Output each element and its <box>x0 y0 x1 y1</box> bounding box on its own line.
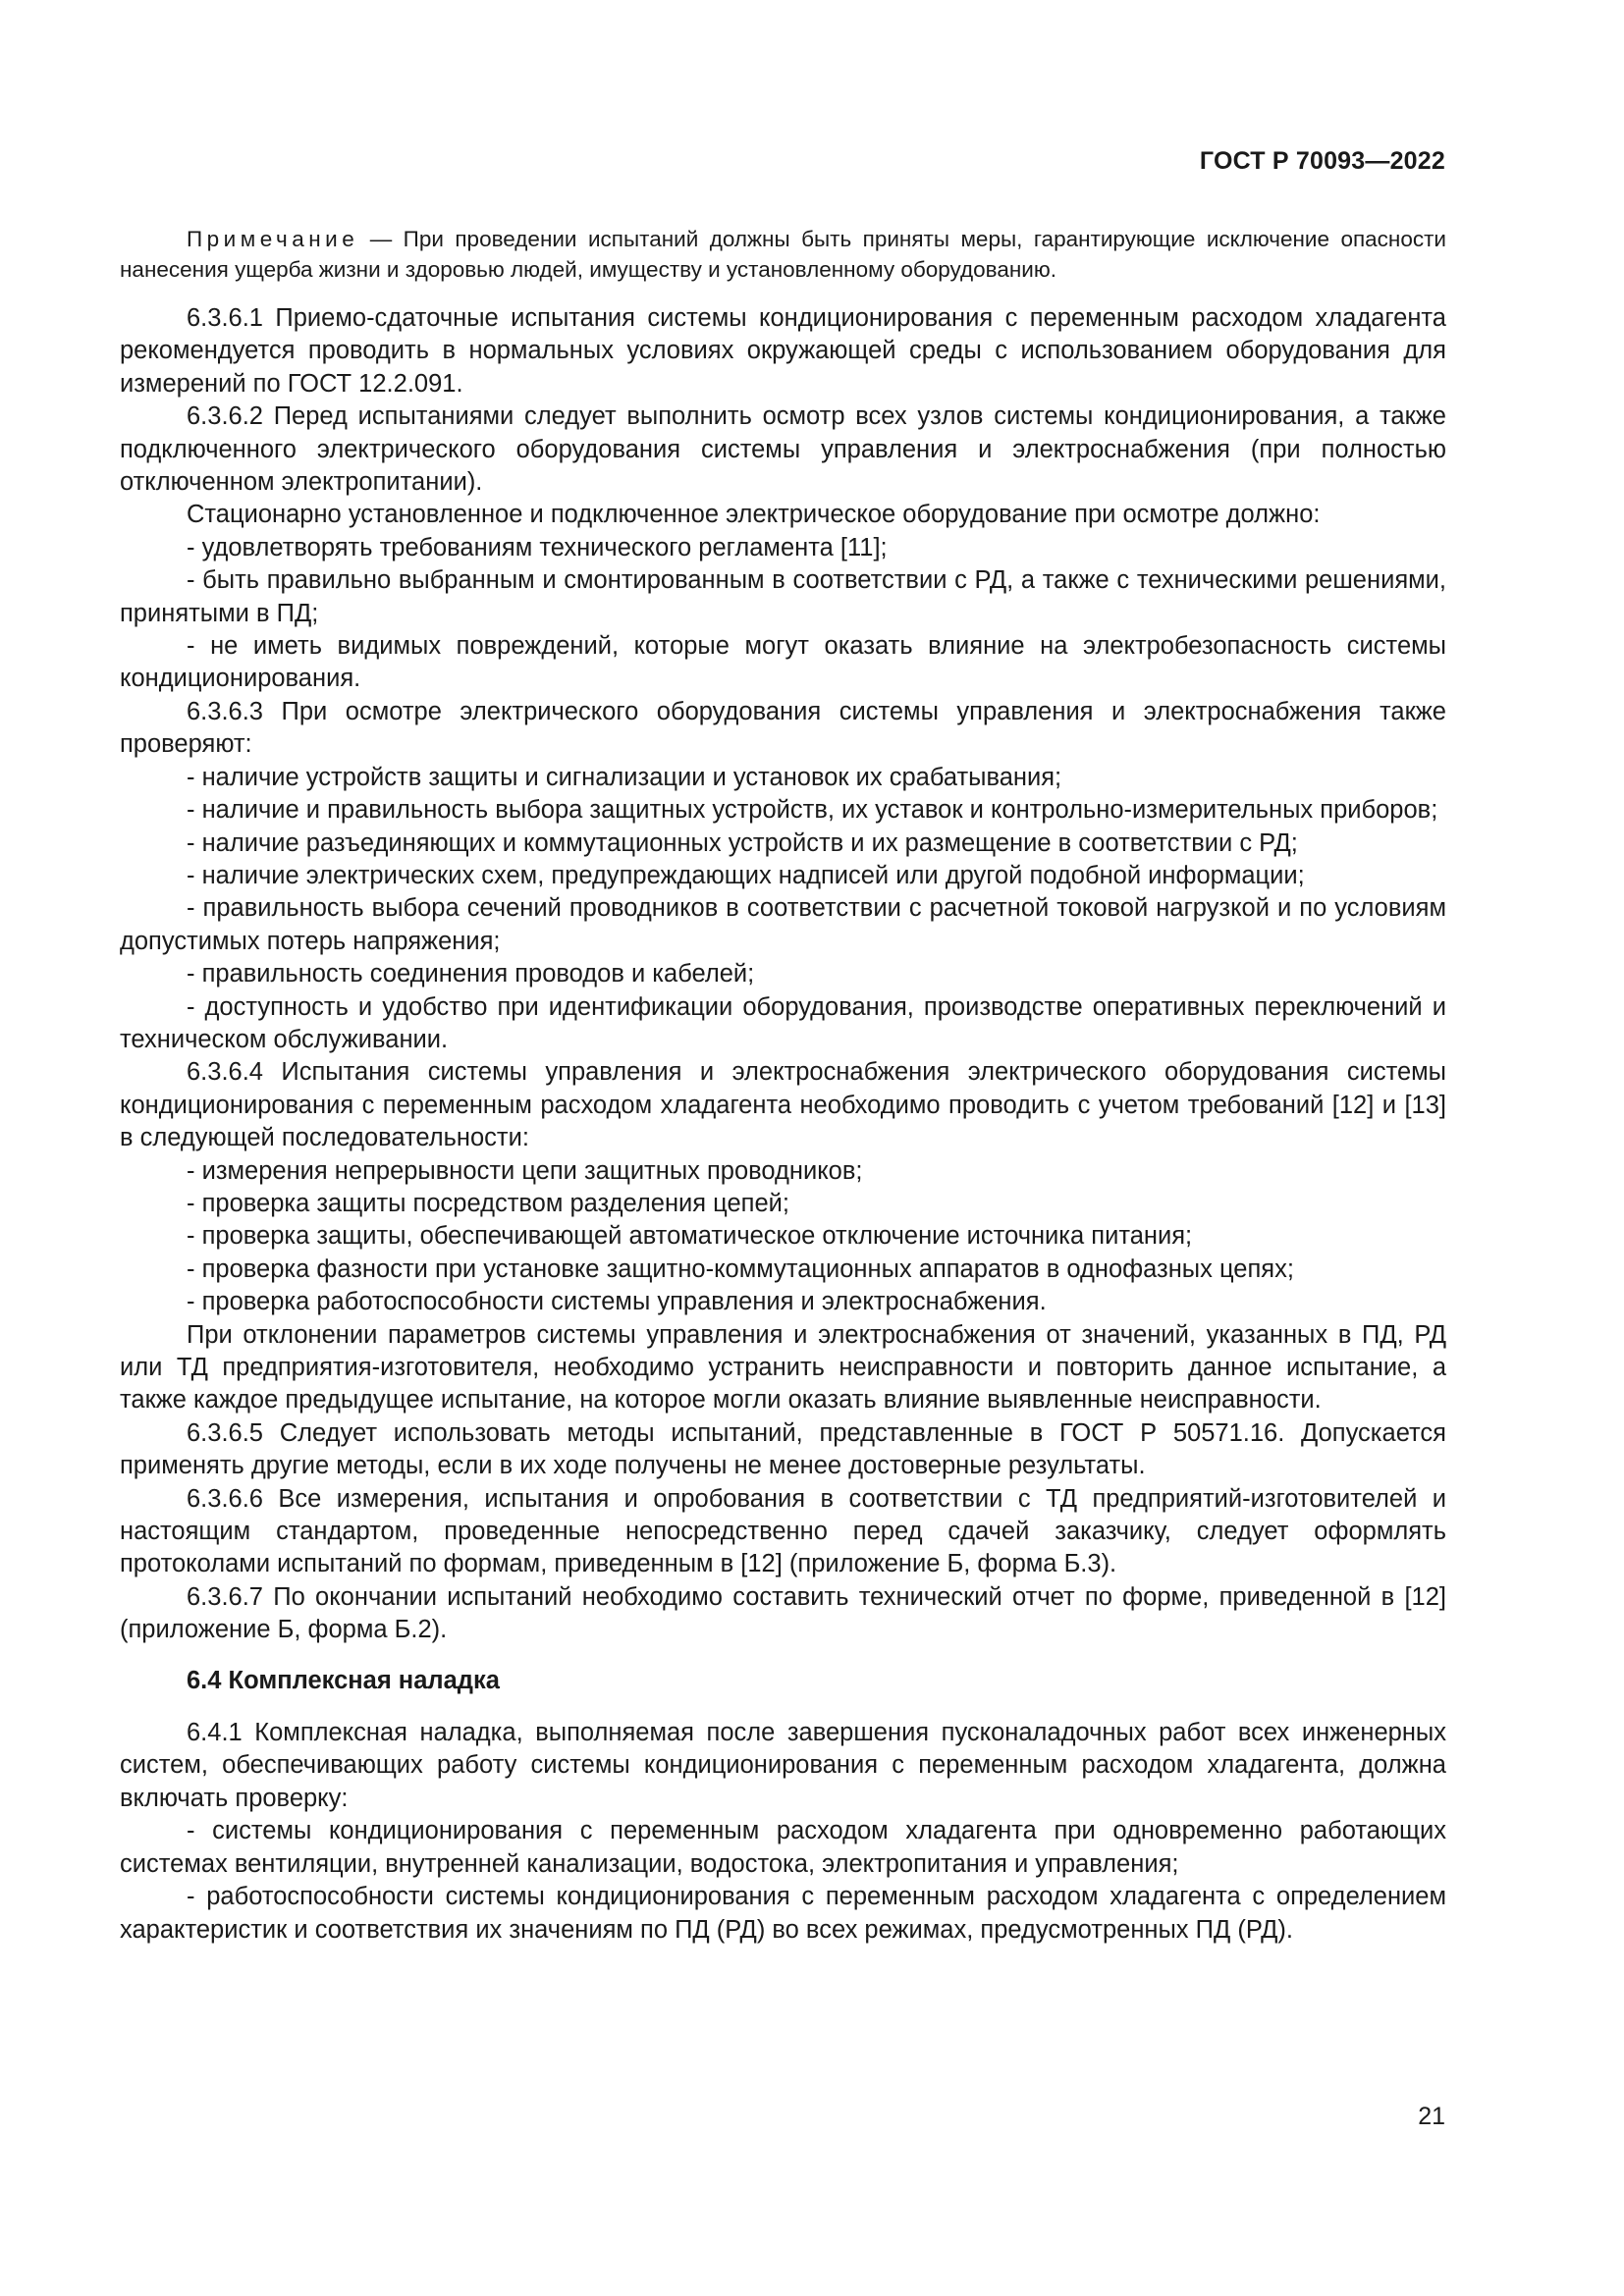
list-item: - быть правильно выбранным и смонтированным в соответствии с РД, а также с техническими решениями, принятыми в ПД; <box>120 566 1446 627</box>
list-item: - работоспособности системы кондиционирования с переменным расходом хладагента с определением характеристик и соответствия их значениям по ПД (РД) во всех режимах, предусмотренных ПД (РД). <box>120 1883 1446 1944</box>
paragraph-deviation: При отклонении параметров системы управления и электроснабжения от значений, указанных в ПД, РД или ТД предприятия-изготовителя, необходимо устранить неисправности и повторить данное испытание, а также каждое предыдущее испытание, на которое могли оказать влияние выявленные неисправности. <box>120 1320 1446 1415</box>
list-item: - доступность и удобство при идентификации оборудования, производстве оперативных переключений и техническом обслуживании. <box>120 992 1446 1053</box>
list-item: - удовлетворять требованиям технического регламента [11]; <box>187 533 888 561</box>
note-paragraph <box>120 225 1446 285</box>
document-body <box>120 225 1446 1947</box>
note-label: Примечание <box>187 227 359 251</box>
paragraph-6-3-6-5: 6.3.6.5 Следует использовать методы испытаний, представленные в ГОСТ Р 50571.16. Допускается применять другие методы, если в их ходе получены не менее достоверные результаты. <box>120 1418 1446 1480</box>
paragraph-6-3-6-4: 6.3.6.4 Испытания системы управления и электроснабжения электрического оборудования системы кондиционирования с переменным расходом хладагента необходимо проводить с учетом требований [12] и [13] в следующей последовательности: <box>120 1058 1446 1152</box>
paragraph-6-4-1: 6.4.1 Комплексная наладка, выполняемая после завершения пусконаладочных работ всех инженерных систем, обеспечивающих работу системы кондиционирования с переменным расходом хладагента, должна включать проверку: <box>120 1719 1446 1812</box>
paragraph-6-3-6-7: 6.3.6.7 По окончании испытаний необходимо составить технический отчет по форме, приведенной в [12] (приложение Б, форма Б.2). <box>120 1582 1446 1644</box>
list-item: - наличие устройств защиты и сигнализации и установок их срабатывания; <box>187 763 1062 791</box>
document-code-header: ГОСТ Р 70093—2022 <box>1199 147 1445 175</box>
list-item: - наличие электрических схем, предупреждающих надписей или другой подобной информации; <box>187 861 1305 889</box>
list-item: - проверка работоспособности системы управления и электроснабжения. <box>187 1288 1047 1316</box>
list-item: - правильность выбора сечений проводников в соответствии с расчетной токовой нагрузкой и по условиям допустимых потерь напряжения; <box>120 894 1446 955</box>
list-item: - измерения непрерывности цепи защитных проводников; <box>187 1156 863 1185</box>
note-text: — При проведении испытаний должны быть приняты меры, гарантирующие исключение опасности нанесения ущерба жизни и здоровью людей, имуществу и установленному оборудованию. <box>120 227 1446 282</box>
list-item: - не иметь видимых повреждений, которые могут оказать влияние на электробезопасность системы кондиционирования. <box>120 632 1446 693</box>
list-item: - правильность соединения проводов и кабелей; <box>187 960 755 988</box>
list-item: - проверка фазности при установке защитно-коммутационных аппаратов в однофазных цепях; <box>187 1255 1294 1283</box>
list-item: - проверка защиты, обеспечивающей автоматическое отключение источника питания; <box>187 1222 1193 1251</box>
paragraph-6-3-6-1: 6.3.6.1 Приемо-сдаточные испытания системы кондиционирования с переменным расходом хладагента рекомендуется проводить в нормальных условиях окружающей среды с использованием оборудования для измерений по ГОСТ 12.2.091. <box>120 304 1446 398</box>
list-item: - наличие и правильность выбора защитных устройств, их уставок и контрольно-измерительных приборов; <box>187 796 1438 825</box>
list-item: - проверка защиты посредством разделения цепей; <box>187 1189 789 1217</box>
page-number: 21 <box>1418 2103 1445 2130</box>
list-item: - системы кондиционирования с переменным расходом хладагента при одновременно работающих системах вентиляции, внутренней канализации, водостока, электропитания и управления; <box>120 1817 1446 1878</box>
section-title-6-4: 6.4 Комплексная наладка <box>187 1666 500 1694</box>
list-item: - наличие разъединяющих и коммутационных устройств и их размещение в соответствии с РД; <box>187 828 1298 857</box>
paragraph-6-3-6-2: 6.3.6.2 Перед испытаниями следует выполнить осмотр всех узлов системы кондиционирования, а также подключенного электрического оборудования системы управления и электроснабжения (при полностью отключенном электропитании). <box>120 402 1446 497</box>
paragraph-6-3-6-6: 6.3.6.6 Все измерения, испытания и опробования в соответствии с ТД предприятий-изготовителей и настоящим стандартом, проведенные непосредственно перед сдачей заказчику, следует оформлять протоколами испытаний по формам, приведенным в [12] (приложение Б, форма Б.3). <box>120 1484 1446 1578</box>
paragraph-equipment-requirements: Стационарно установленное и подключенное электрическое оборудование при осмотре должно: <box>187 501 1321 529</box>
paragraph-6-3-6-3: 6.3.6.3 При осмотре электрического оборудования системы управления и электроснабжения также проверяют: <box>120 697 1446 759</box>
